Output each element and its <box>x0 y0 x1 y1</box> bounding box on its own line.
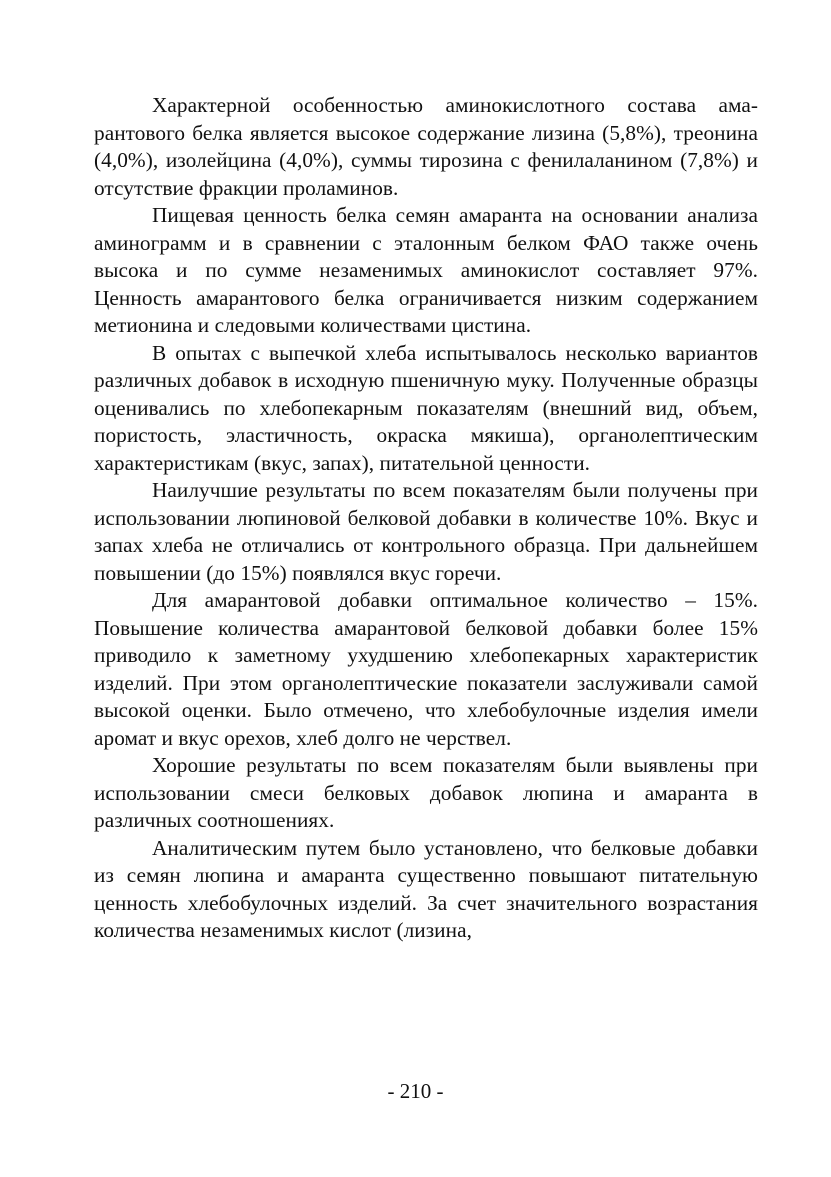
paragraph-mixture-results: Хорошие результаты по всем показателям были выявлены при использовании смеси белковых добавок люпина и амаранта в различных соотношениях. <box>94 753 758 832</box>
paragraph-lupin-results: Наилучшие результаты по всем показателям были получены при использовании люпиновой белковой добавки в количестве 10%. Вкус и запах хлеба не отличались от контрольного образца. При дальнейшем повышении (до 15%) появлялся вкус горечи. <box>94 478 758 585</box>
paragraph-amino-acid-composition: Характерной особенностью аминокислотного состава амарантового белка является высокое содержание лизина (5,8%), треонина (4,0%), изолейцина (4,0%), суммы тирозина с фенилаланином (7,8%) и отсутствие фракции проламинов. <box>94 93 758 200</box>
page-body <box>94 92 758 945</box>
paragraph-nutritional-value: Пищевая ценность белка семян амаранта на основании анализа аминограмм и в сравнении с эталонным белком ФАО также очень высока и по сумме незаменимых аминокислот составляет 97%. Ценность амарантового белка ограничивается низким содержанием метионина и следовыми количествами цистина. <box>94 203 758 337</box>
paragraph-baking-experiments: В опытах с выпечкой хлеба испытывалось несколько вариантов различных добавок в исходную пшеничную муку. Полученные образцы оценивались по хлебопекарным показателям (внешний вид, объем, пористость, эластичность, окраска мякиша), органолептическим характеристикам (вкус, запах), питательной ценности. <box>94 340 758 475</box>
paragraph-amaranth-results: Для амарантовой добавки оптимальное количество – 15%. Повышение количества амарантовой белковой добавки более 15% приводило к заметному ухудшению хлебопекарных характеристик изделий. При этом органолептические показатели заслуживали самой высокой оценки. Было отмечено, что хлебобулочные изделия имели аромат и вкус орехов, хлеб долго не черствел. <box>94 588 758 750</box>
paragraph-analytical-conclusion: Аналитическим путем было установлено, что белковые добавки из семян люпина и амаранта существенно повышают питательную ценность хлебобулочных изделий. За счет значительного возрастания количества незаменимых кислот (лизина, <box>94 835 758 942</box>
page-number: - 210 - <box>387 1079 444 1103</box>
